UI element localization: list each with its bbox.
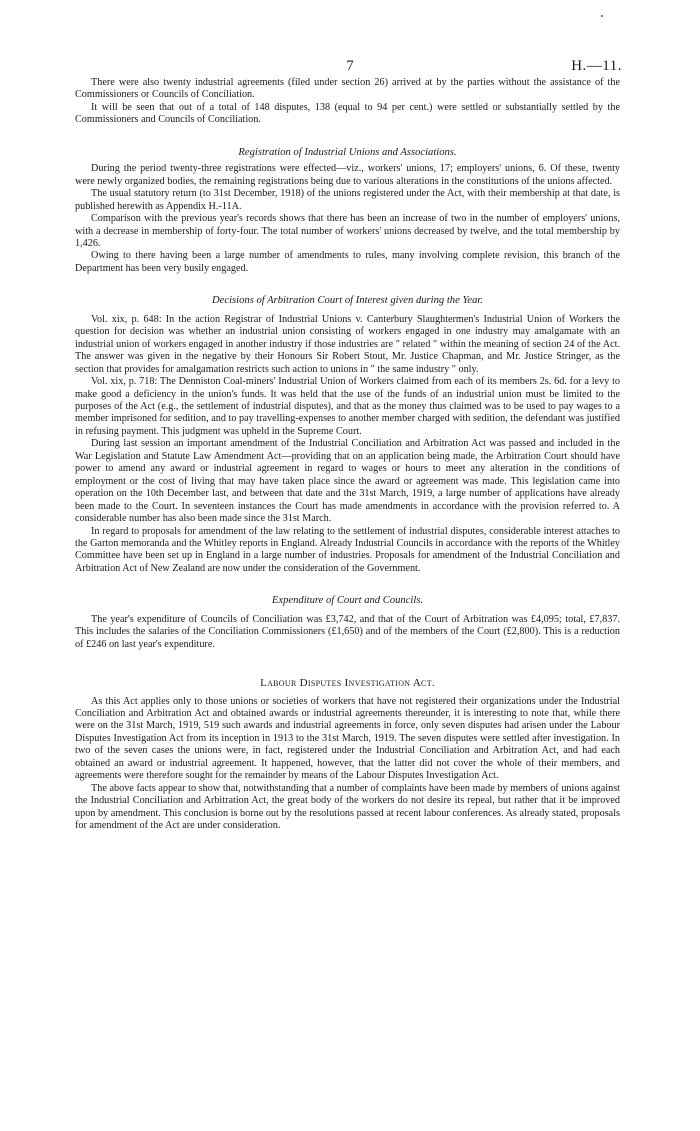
expenditure-heading: Expenditure of Court and Councils. — [271, 595, 424, 607]
decisions-paragraph-2: Vol. xix, p. 718: The Denniston Coal-miners' Industrial Union of Workers claimed from each of its members 2s. 6d. for a levy to make good a deficiency in the union's funds. It was held that the use of the funds of an industrial union must be limited to the purposes of the Act (e.g., the settlement of industrial disputes), and that as the money thus claimed was to be used to pay wages to a member imprisoned for sedition, and to pay travelling-expenses to another member charged with sedition, the defendant was justified in refusing payment. This judgment was upheld in the Supreme Court. — [75, 376, 620, 437]
labour-disputes-heading: Labour Disputes Investigation Act. — [260, 677, 435, 690]
labour-disputes-paragraph-2: The above facts appear to show that, notwithstanding that a number of complaints have been made by members of unions against the Industrial Conciliation and Arbitration Act, the great body of the workers do not desire its repeal, but rather that it be improved upon by amendment. This conclusion is borne out by the resolutions passed at recent labour conferences. As already stated, proposals for amendment of the Act are under consideration. — [75, 782, 620, 832]
intro-paragraph-2: It will be seen that out of a total of 148 disputes, 138 (equal to 94 per cent.) were settled or substantially settled by the Commissioners and Councils of Conciliation. — [75, 101, 620, 126]
document-reference: H.—11. — [571, 58, 622, 74]
decisions-paragraph-3: During last session an important amendment of the Industrial Conciliation and Arbitration Act was passed and included in the War Legislation and Statute Law Amendment Act—providing that on an application being made, the Arbitration Court should have power to amend any award or industrial agreement in regard to wages or hours to meet any alteration in the conditions of employment or the cost of living that may have taken place since the award or agreement was made. This legislation came into operation on the 10th December last, and between that date and the 31st March, 1919, a large number of applications have already been made to the Court. In seventeen instances the Court has made amendments in accordance with the provision referred to. A considerable number has also been made since the 31st March. — [75, 438, 620, 525]
intro-paragraph-1: There were also twenty industrial agreements (filed under section 26) arrived at by the parties without the assistance of the Commissioners or Councils of Conciliation. — [75, 77, 620, 101]
registration-paragraph-3: Comparison with the previous year's records shows that there has been an increase of two in the number of employers' unions, with a decrease in membership of forty-four. The total number of workers' unions decreased by twelve, and the total membership by 1,426. — [75, 213, 620, 249]
decisions-paragraph-1: Vol. xix, p. 648: In the action Registrar of Industrial Unions v. Canterbury Slaughtermen's Industrial Union of Workers the question for decision was whether an industrial union consisting of workers engaged in one industry may amalgamate with an industrial union of workers engaged in another industry if those industries are " related " within the meaning of section 24 of the Act. The answer was given in the negative by their Honours Sir Robert Stout, Mr. Justice Chapman, and Mr. Justice Stringer, as the section that provides for amalgamation restricts such action to unions in " the same industry " only. — [75, 313, 620, 375]
decisions-heading: Decisions of Arbitration Court of Interest given during the Year. — [212, 295, 483, 307]
scan-mark — [601, 15, 603, 17]
registration-heading: Registration of Industrial Unions and Associations. — [238, 146, 457, 158]
decisions-paragraph-4: In regard to proposals for amendment of the law relating to the settlement of industrial disputes, considerable interest attaches to the Garton memoranda and the Whitley reports in England. Already Industrial Councils in accordance with the reports of the Whitley Committee have been set up in England in a large number of industries. Proposals for amendment of the Industrial Conciliation and Arbitration Act of New Zealand are now under the consideration of the Government. — [75, 525, 620, 574]
registration-paragraph-2: The usual statutory return (to 31st December, 1918) of the unions registered under the Act, with their membership at that date, is published herewith as Appendix H.-11A. — [75, 188, 620, 212]
body-text — [75, 77, 620, 833]
registration-paragraph-1: During the period twenty-three registrations were effected—viz., workers' unions, 17; employers' unions, 6. Of these, twenty were newly organized bodies, the remaining registrations being due to various alterations in the constitutions of the unions affected. — [75, 163, 620, 187]
expenditure-paragraph-1: The year's expenditure of Councils of Conciliation was £3,742, and that of the Court of Arbitration was £4,095; total, £7,837. This includes the salaries of the Conciliation Commissioners (£1,650) and of the members of the Court (£2,800). This is a reduction of £246 on last year's expenditure. — [75, 613, 620, 650]
registration-paragraph-4: Owing to there having been a large number of amendments to rules, many involving complete revision, this branch of the Department has been very busily engaged. — [75, 250, 620, 274]
labour-disputes-paragraph-1: As this Act applies only to those unions or societies of workers that have not registered their organizations under the Industrial Conciliation and Arbitration Act and obtained awards or industrial agreements thereunder, it is interesting to note that, while there were on the 31st March, 1919, 519 such awards and industrial agreements in force, only seven disputes had arisen under the Labour Disputes Investigation Act from its inception in 1913 to the 31st March, 1919. The seven disputes were settled after investigation. In two of the seven cases the unions were, in fact, registered under the Industrial Conciliation and Arbitration Act, and had each obtained an award or industrial agreement. It happened, however, that the latter did not cover the whole of their members, and agreements were therefore sought for the remainder by means of the Labour Disputes Investigation Act. — [75, 695, 620, 782]
page-number: 7 — [346, 58, 354, 74]
